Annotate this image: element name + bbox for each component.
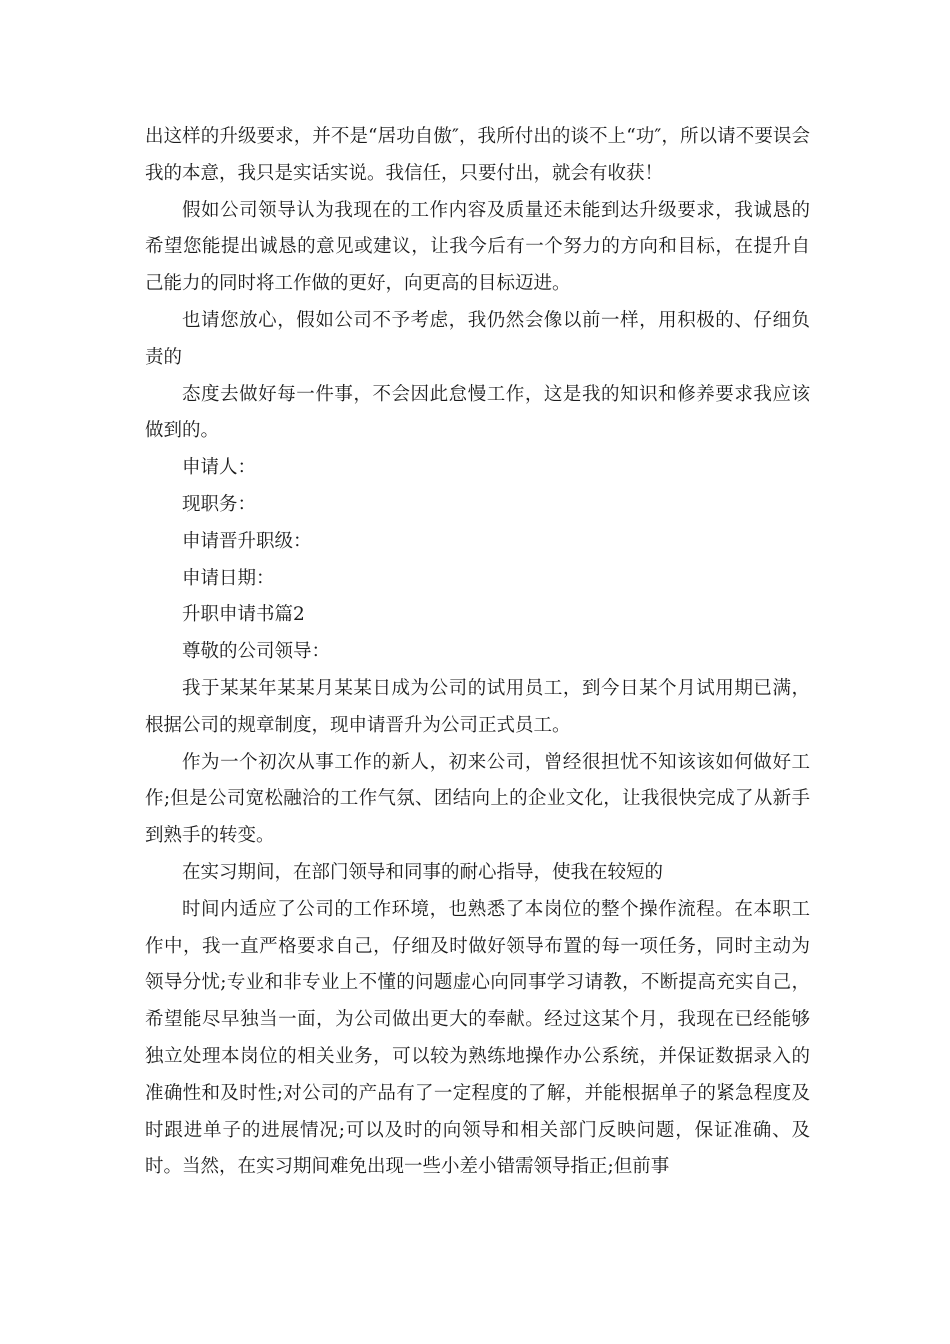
paragraph: 假如公司领导认为我现在的工作内容及质量还未能到达升级要求，我诚恳的希望您能提出诚恳的意见或建议，让我今后有一个努力的方向和目标，在提升自己能力的同时将工作做的更好，向更高的目标迈进。 bbox=[145, 199, 810, 295]
paragraph: 在实习期间，在部门领导和同事的耐心指导，使我在较短的 bbox=[182, 861, 664, 883]
paragraph: 现职务： bbox=[182, 493, 257, 515]
paragraph: 时间内适应了公司的工作环境，也熟悉了本岗位的整个操作流程。在本职工作中，我一直严格要求自己，仔细及时做好领导布置的每一项任务，同时主动为领导分忧;专业和非专业上不懂的问题虚心向同事学习请教，不断提高充实自己，希望能尽早独当一面，为公司做出更大的奉献。经过这某个月，我现在已经能够独立处理本岗位的相关业务，可以较为熟练地操作办公系统，并保证数据录入的准确性和及时性;对公司的产品有了一定程度的了解，并能根据单子的紧急程度及时跟进单子的进展情况;可以及时的向领导和相关部门反映问题，保证准确、及时。当然，在实习期间难免出现一些小差小错需领导指正;但前事 bbox=[145, 898, 810, 1178]
paragraph: 申请人： bbox=[182, 457, 257, 479]
paragraph: 我于某某年某某月某某日成为公司的试用员工，到今日某个月试用期已满，根据公司的规章制度，现申请晋升为公司正式员工。 bbox=[145, 677, 810, 736]
paragraph: 也请您放心，假如公司不予考虑，我仍然会像以前一样，用积极的、仔细负责的 bbox=[145, 309, 810, 368]
paragraph: 申请晋升职级： bbox=[182, 530, 312, 552]
document-body bbox=[145, 119, 810, 1186]
paragraph: 态度去做好每一件事，不会因此怠慢工作，这是我的知识和修养要求我应该做到的。 bbox=[145, 383, 810, 442]
paragraph: 升职申请书篇2 bbox=[182, 604, 305, 626]
paragraph: 作为一个初次从事工作的新人，初来公司，曾经很担忧不知该该如何做好工作;但是公司宽松融洽的工作气氛、团结向上的企业文化，让我很快完成了从新手到熟手的转变。 bbox=[145, 751, 810, 847]
paragraph: 申请日期： bbox=[182, 567, 275, 589]
paragraph: 出这样的升级要求，并不是“居功自傲″，我所付出的谈不上“功″，所以请不要误会我的本意，我只是实话实说。我信任，只要付出，就会有收获！ bbox=[145, 126, 810, 184]
paragraph: 尊敬的公司领导： bbox=[182, 641, 331, 663]
